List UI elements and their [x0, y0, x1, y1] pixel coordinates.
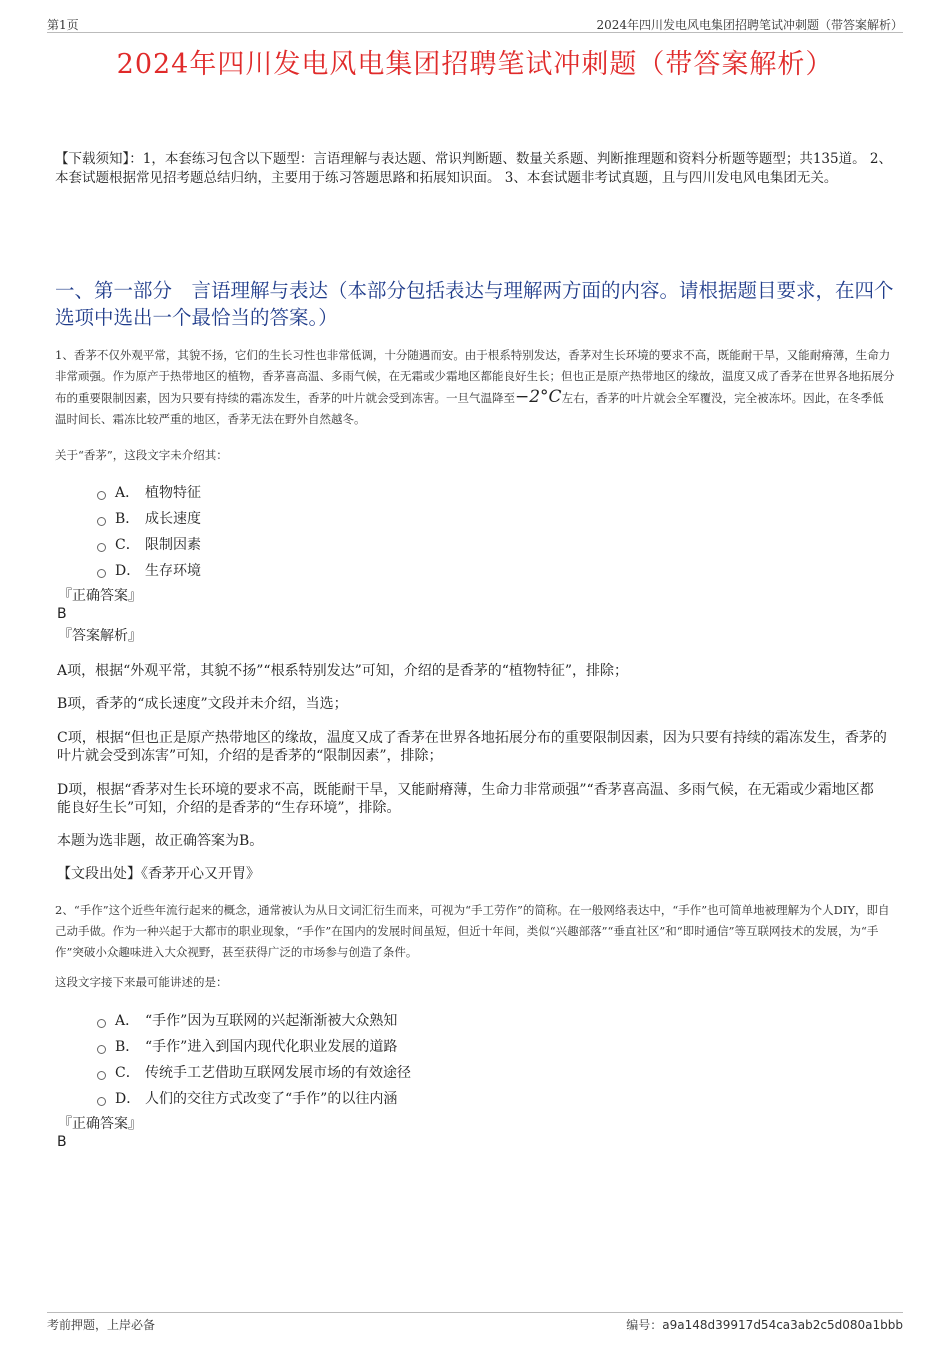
question-2-prompt: 这段文字接下来最可能讲述的是： — [55, 975, 228, 989]
radio-icon[interactable] — [97, 1019, 106, 1028]
option-a[interactable]: A． 植物特征 — [97, 479, 797, 505]
analysis-label: 『答案解析』 — [58, 628, 142, 644]
option-d[interactable]: D． 人们的交往方式改变了“手作”的以往内涵 — [97, 1085, 797, 1111]
download-notice: 【下载须知】：1，本套练习包含以下题型：言语理解与表达题、常识判断题、数量关系题、判断推理题和资料分析题等题型；共135道。 2、本套试题根据常见招考题总结归纳，主要用于练习答题思路和拓展知识面。 3、本套试题非考试真题，且与四川发电风电集团无关。 — [55, 151, 892, 186]
radio-icon[interactable] — [97, 491, 106, 500]
analysis-a: A项，根据“外观平常，其貌不扬”“根系特别发达”可知，介绍的是香茅的“植物特征”，排除； — [57, 663, 629, 679]
page-number: 第1页 — [47, 18, 79, 32]
section-heading: 一、第一部分 言语理解与表达（本部分包括表达与理解两方面的内容。请根据题目要求，在四个选项中选出一个最恰当的答案。） — [55, 279, 894, 329]
option-d[interactable]: D． 生存环境 — [97, 557, 797, 583]
source-citation: 【文段出处】《香茅开心又开胃》 — [57, 866, 260, 882]
option-b[interactable]: B． “手作”进入到国内现代化职业发展的道路 — [97, 1033, 797, 1059]
page-header — [47, 14, 903, 33]
answer-label: 『正确答案』 — [58, 1116, 142, 1132]
option-c[interactable]: C． 限制因素 — [97, 531, 797, 557]
question-2-text: 2、“手作”这个近些年流行起来的概念，通常被认为从日文词汇衍生而来，可视为“手工劳作”的简称。在一般网络表达中，“手作”也可简单地被理解为个人DIY，即自己动手做。作为一种兴起于大都市的职业现象，“手作”在国内的发展时间虽短，但近十年间，类似“兴趣部落”“垂直社区”和“即时通信”等互联网技术的发展，为“手作”突破小众趣味进入大众视野，甚至获得广泛的市场参与创造了条件。 — [55, 903, 890, 959]
radio-icon[interactable] — [97, 517, 106, 526]
analysis-b: B项，香茅的“成长速度”文段并未介绍，当选； — [57, 696, 348, 712]
analysis-d: D项，根据“香茅对生长环境的要求不高，既能耐干旱，又能耐瘠薄，生命力非常顽强”“香茅喜高温、多雨气候，在无霜或少霜地区都能良好生长”可知，介绍的是香茅的“生存环境”，排除。 — [57, 782, 874, 816]
option-a[interactable]: A． “手作”因为互联网的兴起渐渐被大众熟知 — [97, 1007, 797, 1033]
answer-label: 『正确答案』 — [58, 588, 142, 604]
question-2-options — [97, 1007, 797, 1111]
question-1-text: 1、香茅不仅外观平常，其貌不扬，它们的生长习性也非常低调，十分随遇而安。由于根系特别发达，香茅对生长环境的要求不高，既能耐干旱，又能耐瘠薄，生命力非常顽强。作为原产于热带地区的植物，香茅喜高温、多雨气候，在无霜或少霜地区都能良好生长；但也正是原产热带地区的缘故，温度又成了香茅在世界各地拓展分布的重要限制因素，因为只要有持续的霜冻发生，香茅的叶片就会受到冻害。一旦气温降至−2°C左右，香茅的叶片就会全军覆没，完全被冻坏。因此，在冬季低温时间长、霜冻比较严重的地区，香茅无法在野外自然越冬。 — [55, 348, 895, 426]
question-1-prompt: 关于“香茅”，这段文字未介绍其： — [55, 448, 228, 462]
analysis-c: C项，根据“但也正是原产热带地区的缘故，温度又成了香茅在世界各地拓展分布的重要限制因素，因为只要有持续的霜冻发生，香茅的叶片就会受到冻害”可知，介绍的是香茅的“限制因素”，排除； — [57, 730, 887, 764]
analysis-conclusion: 本题为选非题，故正确答案为B。 — [57, 833, 264, 849]
option-b[interactable]: B． 成长速度 — [97, 505, 797, 531]
answer-value: B — [57, 1134, 67, 1150]
radio-icon[interactable] — [97, 1045, 106, 1054]
radio-icon[interactable] — [97, 543, 106, 552]
radio-icon[interactable] — [97, 1097, 106, 1106]
radio-icon[interactable] — [97, 569, 106, 578]
page-title: 2024年四川发电风电集团招聘笔试冲刺题（带答案解析） — [116, 49, 834, 80]
footer-code: 编号：a9a148d39917d54ca3ab2c5d080a1bbb — [626, 1318, 903, 1332]
footer-slogan: 考前押题，上岸必备 — [47, 1318, 156, 1332]
question-1-options — [97, 479, 797, 583]
header-doc-title: 2024年四川发电风电集团招聘笔试冲刺题（带答案解析） — [596, 18, 903, 32]
option-c[interactable]: C． 传统手工艺借助互联网发展市场的有效途径 — [97, 1059, 797, 1085]
page-footer — [47, 1312, 903, 1332]
answer-value: B — [57, 606, 67, 622]
radio-icon[interactable] — [97, 1071, 106, 1080]
temperature-formula: −2°C — [515, 387, 562, 407]
